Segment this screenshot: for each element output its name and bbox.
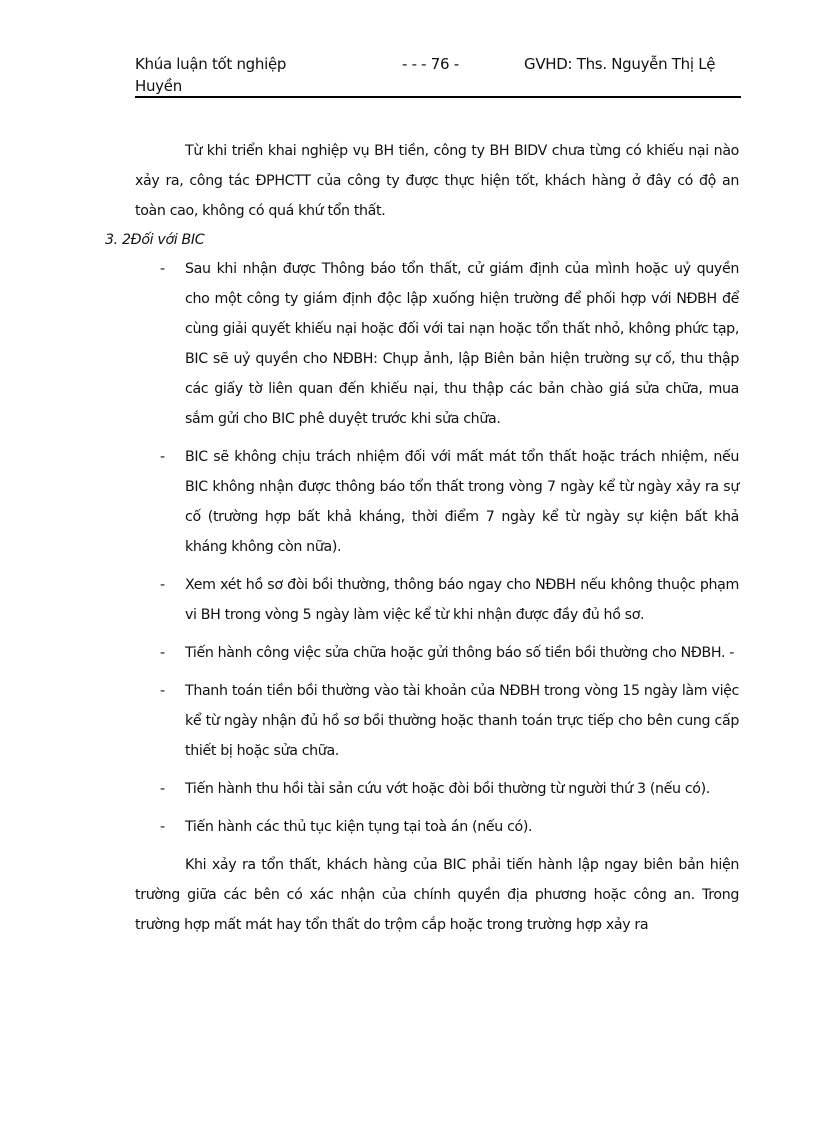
list-item	[135, 254, 739, 434]
list-item-text: Sau khi nhận được Thông báo tổn thất, cử giám định của mình hoặc uỷ quyền cho một công ty giám định độc lập xuống hiện trường để phối hợp với NĐBH để cùng giải quyết khiếu nại hoặc đối với tai nạn hoặc tổn thất nhỏ, không phức tạp, BIC sẽ uỷ quyền cho NĐBH: Chụp ảnh, lập Biên bản hiện trường sự cố, thu thập các giấy tờ liên quan đến khiếu nại, thu thập các bản chào giá sửa chữa, mua sắm gửi cho BIC phê duyệt trước khi sửa chữa.	[185, 261, 739, 427]
list-item	[135, 774, 739, 804]
header-thesis-title: Khúa luận tốt nghiệp	[135, 55, 287, 73]
bullet-dash: -	[160, 449, 165, 465]
list-item	[135, 812, 739, 842]
list-item-text: Tiến hành thu hồi tài sản cứu vớt hoặc đòi bồi thường từ người thứ 3 (nếu có).	[185, 781, 710, 797]
section-heading: 3. 2Đối với BIC	[105, 232, 205, 248]
bullet-dash: -	[160, 645, 165, 661]
list-item-text: BIC sẽ không chịu trách nhiệm đối với mất mát tổn thất hoặc trách nhiệm, nếu BIC không nhận được thông báo tổn thất trong vòng 7 ngày kể từ ngày xảy ra sự cố (trường hợp bất khả kháng, thời điểm 7 ngày kể từ ngày sự kiện bất khả kháng không còn nữa).	[185, 449, 739, 555]
list-item	[135, 570, 739, 630]
header-supervisor-continuation: Huyền	[135, 77, 182, 95]
bullet-list	[135, 254, 739, 842]
list-item	[135, 638, 739, 668]
list-item	[135, 676, 739, 766]
list-item	[135, 442, 739, 562]
closing-paragraph: Khi xảy ra tổn thất, khách hàng của BIC phải tiến hành lập ngay biên bản hiện trường giữa các bên có xác nhận của chính quyền địa phương hoặc công an. Trong trường hợp mất mát hay tổn thất do trộm cắp hoặc trong trường hợp xảy ra	[135, 857, 739, 933]
bullet-dash: -	[160, 781, 165, 797]
page-body	[105, 136, 739, 940]
page-header	[135, 55, 741, 75]
bullet-dash: -	[160, 261, 165, 277]
bullet-dash: -	[160, 819, 165, 835]
intro-paragraph: Từ khi triển khai nghiệp vụ BH tiền, công ty BH BIDV chưa từng có khiếu nại nào xảy ra, công tác ĐPHCTT của công ty được thực hiện tốt, khách hàng ở đây có độ an toàn cao, không có quá khứ tổn thất.	[135, 143, 739, 219]
list-item-text: Thanh toán tiền bồi thường vào tài khoản của NĐBH trong vòng 15 ngày làm việc kể từ ngày nhận đủ hồ sơ bồi thường hoặc thanh toán trực tiếp cho bên cung cấp thiết bị hoặc sửa chữa.	[185, 683, 739, 759]
list-item-text: Xem xét hồ sơ đòi bồi thường, thông báo ngay cho NĐBH nếu không thuộc phạm vi BH trong vòng 5 ngày làm việc kể từ khi nhận được đầy đủ hồ sơ.	[185, 577, 739, 623]
header-supervisor: GVHD: Ths. Nguyễn Thị Lệ	[524, 55, 716, 73]
list-item-text: Tiến hành các thủ tục kiện tụng tại toà án (nếu có).	[185, 819, 533, 835]
bullet-dash: -	[160, 683, 165, 699]
page-number: - - - 76 -	[402, 55, 459, 73]
header-divider	[135, 96, 741, 98]
list-item-text: Tiến hành công việc sửa chữa hoặc gửi thông báo số tiền bồi thường cho NĐBH. -	[185, 645, 735, 661]
bullet-dash: -	[160, 577, 165, 593]
